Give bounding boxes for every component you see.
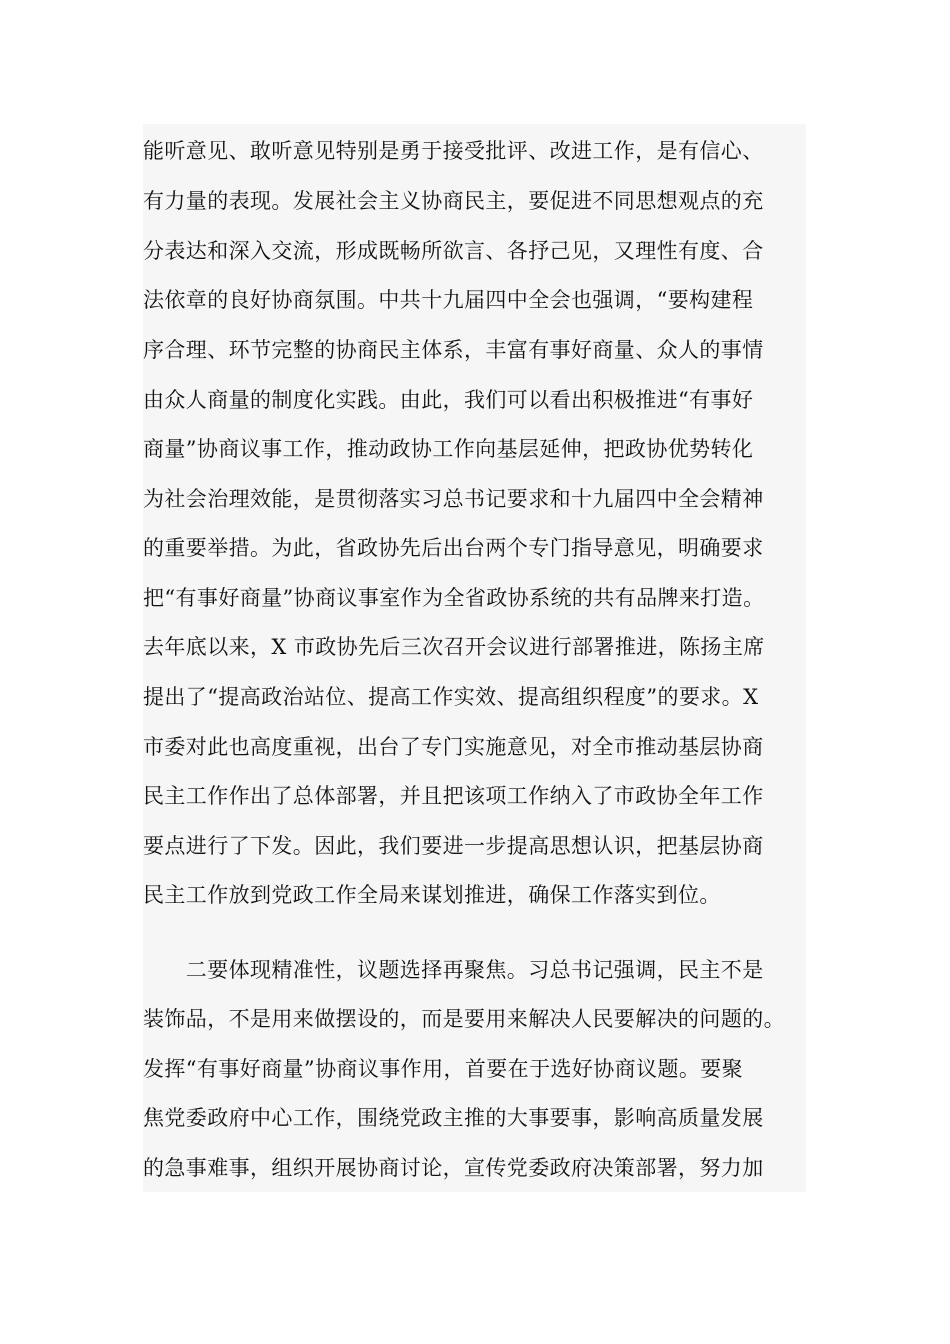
paragraph-1-line-2: 有力量的表现。发展社会主义协商民主，要促进不同思想观点的充 [143, 189, 764, 213]
paragraph-1-line-7: 商量”协商议事工作，推动政协工作向基层延伸，把政协优势转化 [143, 437, 754, 461]
paragraph-2-line-1: 二要体现精准性，议题选择再聚焦。习总书记强调，民主不是 [143, 958, 764, 982]
paragraph-1-line-5: 序合理、环节完整的协商民主体系，丰富有事好商量、众人的事情 [143, 338, 764, 362]
paragraph-1-line-8: 为社会治理效能，是贯彻落实习总书记要求和十九届四中全会精神 [143, 487, 764, 511]
document-text-block [143, 124, 806, 1192]
paragraph-1-line-3: 分表达和深入交流，形成既畅所欲言、各抒己见，又理性有度、合 [143, 239, 764, 263]
paragraph-1-line-14: 民主工作作出了总体部署，并且把该项工作纳入了市政协全年工作 [143, 784, 764, 808]
paragraph-1-line-16: 民主工作放到党政工作全局来谋划推进，确保工作落实到位。 [143, 883, 721, 907]
paragraph-1-line-1: 能听意见、敢听意见特别是勇于接受批评、改进工作，是有信心、 [143, 139, 764, 163]
paragraph-1-line-10: 把“有事好商量”协商议事室作为全省政协系统的共有品牌来打造。 [143, 586, 765, 610]
paragraph-1-line-12: 提出了“提高政治站位、提高工作实效、提高组织程度”的要求。X [143, 685, 759, 709]
paragraph-1-line-6: 由众人商量的制度化实践。由此，我们可以看出积极推进“有事好 [143, 388, 754, 412]
paragraph-1-line-13: 市委对此也高度重视，出台了专门实施意见，对全市推动基层协商 [143, 735, 764, 759]
paragraph-2-line-3: 发挥“有事好商量”协商议事作用，首要在于选好协商议题。要聚 [143, 1057, 744, 1081]
paragraph-2-line-2: 装饰品，不是用来做摆设的，而是要用来解决人民要解决的问题的。 [143, 1007, 785, 1031]
paragraph-1-line-15: 要点进行了下发。因此，我们要进一步提高思想认识，把基层协商 [143, 834, 764, 858]
paragraph-2-line-4: 焦党委政府中心工作，围绕党政主推的大事要事，影响高质量发展 [143, 1106, 764, 1130]
paragraph-2-line-5: 的急事难事，组织开展协商讨论，宣传党委政府决策部署，努力加 [143, 1156, 764, 1180]
paragraph-1-line-9: 的重要举措。为此，省政协先后出台两个专门指导意见，明确要求 [143, 536, 764, 560]
paragraph-1-line-11: 去年底以来，X 市政协先后三次召开会议进行部署推进，陈扬主席 [143, 635, 765, 659]
paragraph-1-line-4: 法依章的良好协商氛围。中共十九届四中全会也强调，“要构建程 [143, 288, 754, 312]
